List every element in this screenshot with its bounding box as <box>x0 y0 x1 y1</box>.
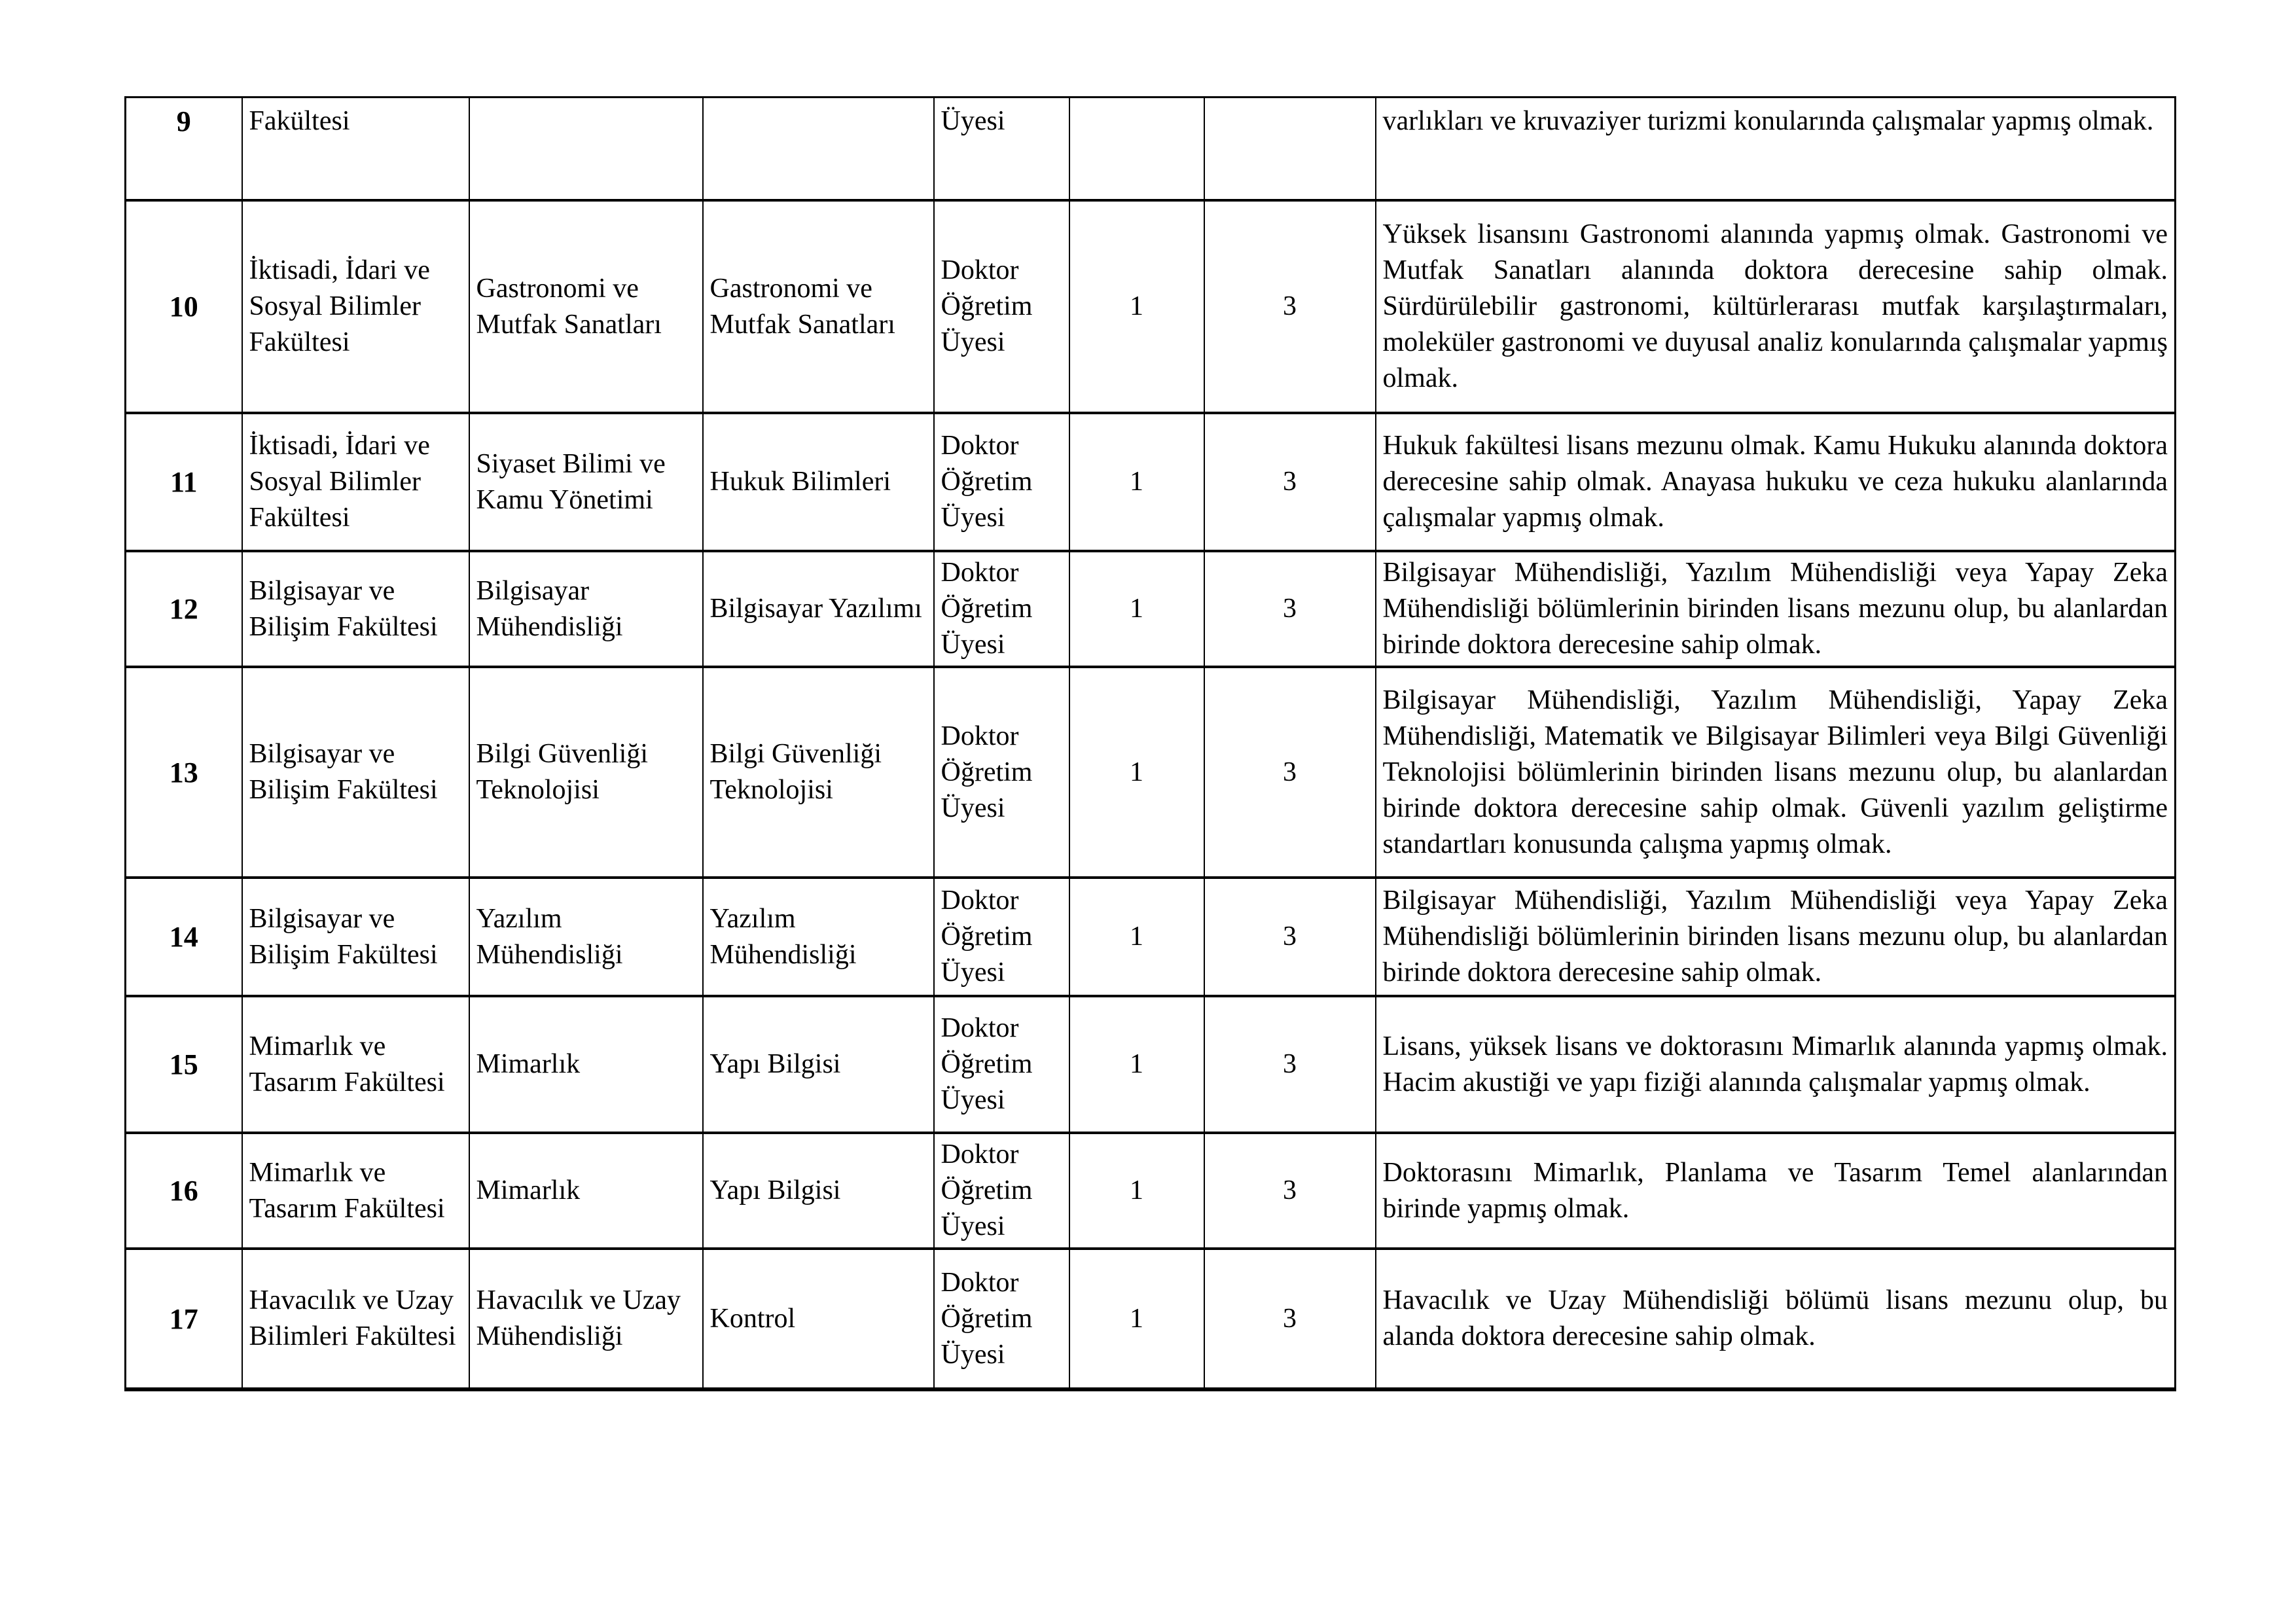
cell-faculty: Bilgisayar ve Bilişim Fakültesi <box>242 667 469 878</box>
cell-degree: 3 <box>1204 1133 1376 1249</box>
cell-row-no: 15 <box>126 996 242 1133</box>
cell-conditions: varlıkları ve kruvaziyer turizmi konularında çalışmalar yapmış olmak. <box>1376 98 2176 201</box>
cell-degree: 3 <box>1204 667 1376 878</box>
cell-field <box>703 98 934 201</box>
cell-title: Üyesi <box>934 98 1069 201</box>
cell-field: Gastronomi ve Mutfak Sanatları <box>703 200 934 413</box>
cell-quota: 1 <box>1069 200 1204 413</box>
cell-quota: 1 <box>1069 878 1204 996</box>
cell-field: Bilgisayar Yazılımı <box>703 551 934 667</box>
cell-row-no: 10 <box>126 200 242 413</box>
cell-title: Doktor Öğretim Üyesi <box>934 878 1069 996</box>
cell-row-no: 17 <box>126 1249 242 1389</box>
cell-department: Gastronomi ve Mutfak Sanatları <box>469 200 703 413</box>
table-row <box>126 200 2176 413</box>
cell-faculty: Havacılık ve Uzay Bilimleri Fakültesi <box>242 1249 469 1389</box>
cell-row-no: 13 <box>126 667 242 878</box>
cell-field: Kontrol <box>703 1249 934 1389</box>
cell-field: Hukuk Bilimleri <box>703 413 934 551</box>
table-row <box>126 1249 2176 1389</box>
cell-title: Doktor Öğretim Üyesi <box>934 413 1069 551</box>
cell-title: Doktor Öğretim Üyesi <box>934 1249 1069 1389</box>
cell-quota: 1 <box>1069 996 1204 1133</box>
cell-row-no: 16 <box>126 1133 242 1249</box>
cell-quota <box>1069 98 1204 201</box>
table-row <box>126 413 2176 551</box>
cell-conditions: Bilgisayar Mühendisliği, Yazılım Mühendisliği veya Yapay Zeka Mühendisliği bölümlerinin birinden lisans mezunu olup, bu alanlardan birinde doktora derecesine sahip olmak. <box>1376 551 2176 667</box>
cell-degree: 3 <box>1204 996 1376 1133</box>
table-row <box>126 996 2176 1133</box>
cell-faculty: Mimarlık ve Tasarım Fakültesi <box>242 996 469 1133</box>
cell-department: Mimarlık <box>469 996 703 1133</box>
cell-department: Bilgisayar Mühendisliği <box>469 551 703 667</box>
cell-degree: 3 <box>1204 200 1376 413</box>
cell-degree: 3 <box>1204 551 1376 667</box>
cell-department: Siyaset Bilimi ve Kamu Yönetimi <box>469 413 703 551</box>
cell-degree: 3 <box>1204 878 1376 996</box>
cell-conditions: Yüksek lisansını Gastronomi alanında yapmış olmak. Gastronomi ve Mutfak Sanatları alanında doktora derecesine sahip olmak. Sürdürülebilir gastronomi, kültürlerarası mutfak karşılaştırmaları, moleküler gastronomi ve duyusal analiz konularında çalışmalar yapmış olmak. <box>1376 200 2176 413</box>
cell-conditions: Bilgisayar Mühendisliği, Yazılım Mühendisliği veya Yapay Zeka Mühendisliği bölümlerinin birinden lisans mezunu olup, bu alanlardan birinde doktora derecesine sahip olmak. <box>1376 878 2176 996</box>
table-row <box>126 1133 2176 1249</box>
cell-faculty: Bilgisayar ve Bilişim Fakültesi <box>242 551 469 667</box>
cell-quota: 1 <box>1069 551 1204 667</box>
cell-conditions: Hukuk fakültesi lisans mezunu olmak. Kamu Hukuku alanında doktora derecesine sahip olmak. Anayasa hukuku ve ceza hukuku alanlarında çalışmalar yapmış olmak. <box>1376 413 2176 551</box>
cell-quota: 1 <box>1069 1133 1204 1249</box>
cell-row-no: 9 <box>126 98 242 201</box>
cell-row-no: 11 <box>126 413 242 551</box>
cell-department: Mimarlık <box>469 1133 703 1249</box>
cell-faculty: İktisadi, İdari ve Sosyal Bilimler Fakültesi <box>242 413 469 551</box>
cell-conditions: Bilgisayar Mühendisliği, Yazılım Mühendisliği, Yapay Zeka Mühendisliği, Matematik ve Bilgisayar Bilimleri veya Bilgi Güvenliği Teknolojisi bölümlerinin birinden lisans mezunu olup, bu alanlardan birinde doktora derecesine sahip olmak. Güvenli yazılım geliştirme standartları konusunda çalışma yapmış olmak. <box>1376 667 2176 878</box>
table-row <box>126 551 2176 667</box>
cell-conditions: Lisans, yüksek lisans ve doktorasını Mimarlık alanında yapmış olmak. Hacim akustiği ve yapı fiziği alanında çalışmalar yapmış olmak. <box>1376 996 2176 1133</box>
cell-title: Doktor Öğretim Üyesi <box>934 1133 1069 1249</box>
cell-department: Havacılık ve Uzay Mühendisliği <box>469 1249 703 1389</box>
cell-title: Doktor Öğretim Üyesi <box>934 551 1069 667</box>
faculty-positions-table <box>124 96 2176 1391</box>
cell-field: Yapı Bilgisi <box>703 1133 934 1249</box>
cell-quota: 1 <box>1069 667 1204 878</box>
cell-row-no: 12 <box>126 551 242 667</box>
cell-title: Doktor Öğretim Üyesi <box>934 200 1069 413</box>
cell-quota: 1 <box>1069 413 1204 551</box>
cell-department <box>469 98 703 201</box>
cell-faculty: Fakültesi <box>242 98 469 201</box>
table-row <box>126 878 2176 996</box>
cell-degree: 3 <box>1204 413 1376 551</box>
cell-field: Bilgi Güvenliği Teknolojisi <box>703 667 934 878</box>
cell-faculty: Bilgisayar ve Bilişim Fakültesi <box>242 878 469 996</box>
cell-department: Bilgi Güvenliği Teknolojisi <box>469 667 703 878</box>
cell-quota: 1 <box>1069 1249 1204 1389</box>
table-row <box>126 98 2176 201</box>
cell-conditions: Havacılık ve Uzay Mühendisliği bölümü lisans mezunu olup, bu alanda doktora derecesine sahip olmak. <box>1376 1249 2176 1389</box>
cell-faculty: İktisadi, İdari ve Sosyal Bilimler Fakültesi <box>242 200 469 413</box>
cell-conditions: Doktorasını Mimarlık, Planlama ve Tasarım Temel alanlarından birinde yapmış olmak. <box>1376 1133 2176 1249</box>
cell-title: Doktor Öğretim Üyesi <box>934 996 1069 1133</box>
table-row <box>126 667 2176 878</box>
cell-row-no: 14 <box>126 878 242 996</box>
cell-department: Yazılım Mühendisliği <box>469 878 703 996</box>
cell-title: Doktor Öğretim Üyesi <box>934 667 1069 878</box>
cell-field: Yazılım Mühendisliği <box>703 878 934 996</box>
cell-field: Yapı Bilgisi <box>703 996 934 1133</box>
cell-degree: 3 <box>1204 1249 1376 1389</box>
cell-faculty: Mimarlık ve Tasarım Fakültesi <box>242 1133 469 1249</box>
cell-degree <box>1204 98 1376 201</box>
